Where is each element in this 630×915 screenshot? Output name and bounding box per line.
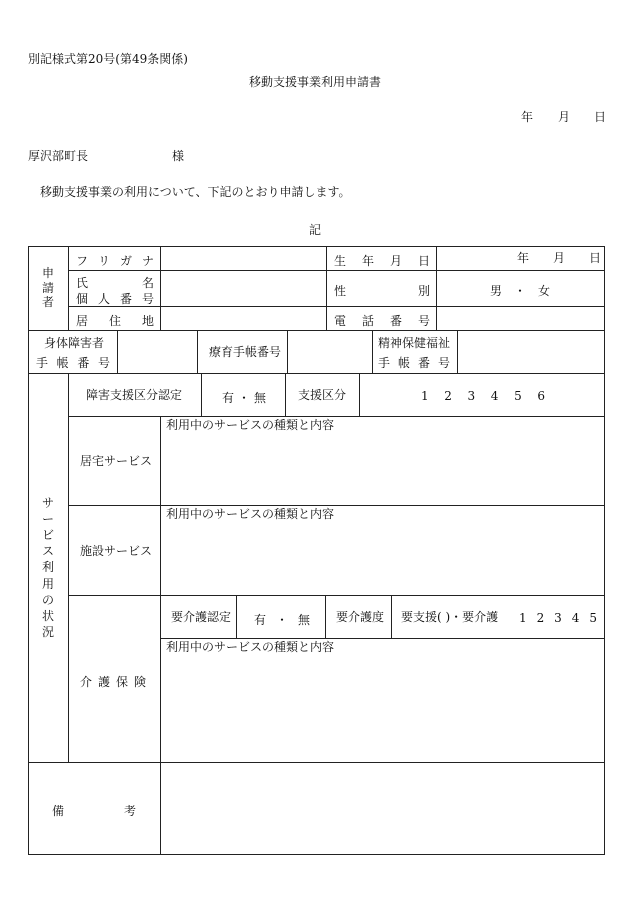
care-levels: 1 2 3 4 5	[519, 611, 597, 625]
care-cert-label: 要介護認定	[171, 610, 232, 624]
facility-service-label: 施設サービス	[80, 544, 153, 558]
care-yes-no: 有 ・ 無	[254, 613, 310, 627]
applicant-section-label: 申 請 者	[41, 266, 54, 310]
application-statement: 移動支援事業の利用について、下記のとおり申請します。	[40, 185, 351, 199]
facility-service-desc-label: 利用中のサービスの種類と内容	[166, 507, 335, 521]
sex-options: 男 ・ 女	[490, 284, 550, 298]
address-label: 居 住 地	[76, 314, 154, 328]
name-label: 氏 名	[76, 276, 154, 290]
classification-cert-label: 障害支援区分認定	[86, 388, 183, 402]
addressee-honorific: 様	[172, 149, 185, 163]
classification-yes-no: 有 ・ 無	[222, 391, 266, 405]
remarks-label: 備 考	[52, 804, 136, 818]
mental-handbook-label: 精神保健福祉	[378, 336, 451, 350]
ki-heading: 記	[308, 223, 321, 237]
addressee-name: 厚沢部町長	[28, 149, 89, 163]
ryoiku-handbook-label: 療育手帳番号	[209, 345, 282, 359]
document-title: 移動支援事業利用申請書	[248, 75, 381, 89]
sex-male: 男	[490, 284, 503, 298]
care-level-label: 要介護度	[336, 610, 385, 624]
care-insurance-label: 介 護 保 険	[80, 675, 146, 689]
care-level-text: 要支援( )・要介護	[401, 610, 499, 624]
date-day-label: 日	[594, 110, 607, 124]
personal-number-label: 個 人 番 号	[76, 292, 154, 306]
support-levels: 1 2 3 4 5 6	[421, 389, 545, 403]
birth-day-unit: 日	[589, 251, 602, 265]
service-section-label: サ ー ビ ス 利 用 の 状 況	[41, 495, 54, 640]
date-year-label: 年	[521, 110, 534, 124]
sex-label: 性 別	[334, 284, 430, 298]
physical-handbook-label: 身体障害者	[44, 336, 105, 350]
home-service-label: 居宅サービス	[80, 454, 153, 468]
physical-handbook-number-label: 手 帳 番 号	[36, 356, 110, 370]
home-service-desc-label: 利用中のサービスの種類と内容	[166, 418, 335, 432]
sex-female: 女	[537, 284, 550, 298]
phone-label: 電 話 番 号	[334, 314, 430, 328]
support-class-label: 支援区分	[298, 388, 347, 402]
mental-handbook-number-label: 手 帳 番 号	[378, 356, 450, 370]
care-service-desc-label: 利用中のサービスの種類と内容	[166, 640, 335, 654]
date-month-label: 月	[558, 110, 571, 124]
birthdate-label: 生 年 月 日	[334, 254, 430, 268]
furigana-label: フ リ ガ ナ	[76, 254, 154, 268]
birth-year-unit: 年	[517, 251, 530, 265]
form-reference: 別記様式第20号(第49条関係)	[28, 52, 188, 66]
birth-month-unit: 月	[553, 251, 566, 265]
